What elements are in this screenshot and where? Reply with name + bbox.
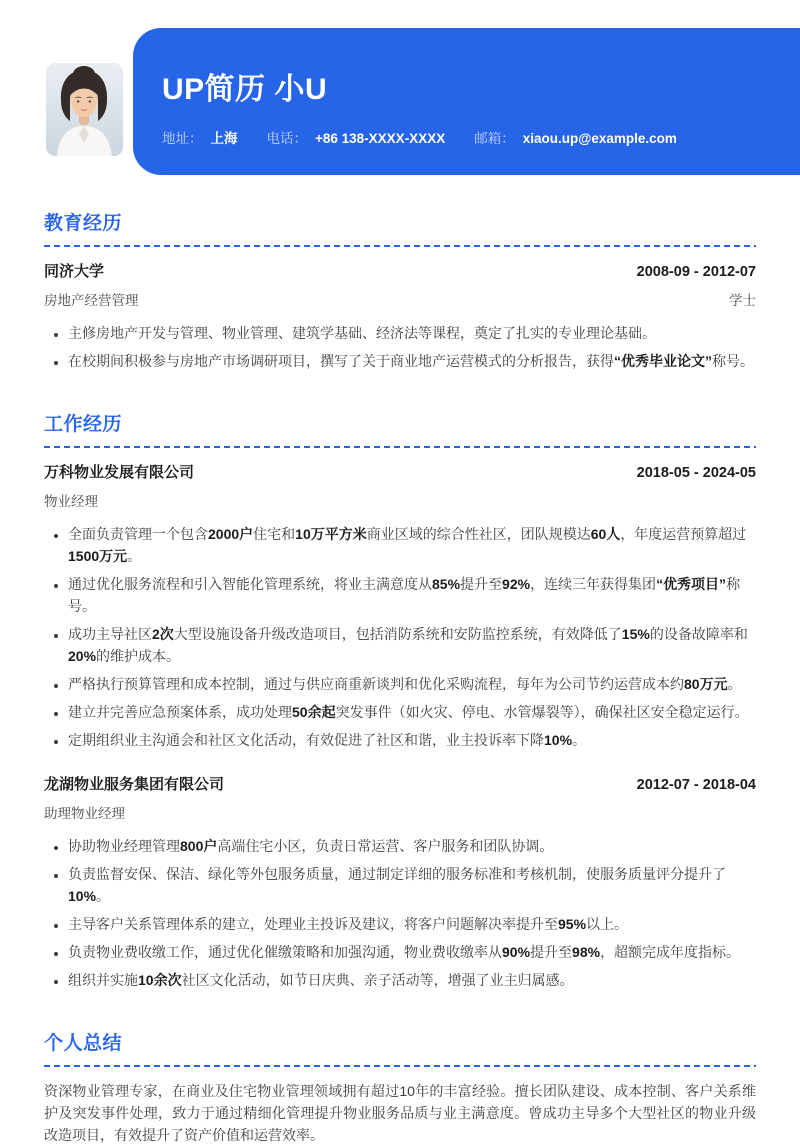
contact-item [267,129,446,148]
summary-paragraph: 资深物业管理专家，在商业及住宅物业管理领域拥有超过10年的丰富经验。擅长团队建设、成本控制、客户关系维护及突发事件处理，致力于通过精细化管理提升物业服务品质与业主满意度。曾成功主导多个大型社区的物业升级改造项目，有效提升了资产价值和运营效率。 [44,1083,756,1143]
bullet-item: • 在校期间积极参与房地产市场调研项目，撰写了关于商业地产运营模式的分析报告，获得“优秀毕业论文”称号。 [68,350,756,372]
contact-label: 电话： [266,131,307,146]
entry-head [44,260,756,281]
section-body [44,260,756,372]
section-divider [44,245,756,247]
bullet-item: • 通过优化服务流程和引入智能化管理系统，将业主满意度从85%提升至92%，连续三年获得集团“优秀项目”称号。 [68,573,756,617]
entry-degree: 学士 [729,293,756,308]
bullet-item: • 主修房地产开发与管理、物业管理、建筑学基础、经济法等课程，奠定了扎实的专业理论基础。 [68,322,756,344]
section-title: 个人总结 [44,1033,123,1054]
resume-section [44,211,756,372]
bullet-list [44,835,756,991]
section-body [44,1080,756,1146]
resume-body [0,211,800,1146]
section-title: 教育经历 [44,213,123,234]
entry-org: 龙湖物业服务集团有限公司 [44,776,225,793]
bullet-item: • 负责监督安保、保洁、绿化等外包服务质量，通过制定详细的服务标准和考核机制，使服务质量评分提升了10%。 [68,863,756,907]
contact-value: 上海 [210,131,238,146]
section-body [44,461,756,991]
portrait-illustration [46,63,123,156]
resume-section [44,412,756,991]
bullet-item: • 建立并完善应急预案体系，成功处理50余起突发事件（如火灾、停电、水管爆裂等），确保社区安全稳定运行。 [68,701,756,723]
bullet-item: • 定期组织业主沟通会和社区文化活动，有效促进了社区和谐，业主投诉率下降10%。 [68,729,756,751]
section-divider [44,1065,756,1067]
entry-date: 2008-09 - 2012-07 [636,264,756,280]
entry-org: 同济大学 [44,263,105,280]
entry-head [44,773,756,794]
bullet-item: • 严格执行预算管理和成本控制，通过与供应商重新谈判和优化采购流程，每年为公司节约运营成本约80万元。 [68,673,756,695]
bullet-item: • 协助物业经理管理800户高端住宅小区，负责日常运营、客户服务和团队协调。 [68,835,756,857]
contact-label: 邮箱： [474,131,515,146]
entry-date: 2018-05 - 2024-05 [636,465,756,481]
entry-head [44,461,756,482]
entry-sub [44,490,756,510]
bullet-list [44,322,756,372]
entry-org: 万科物业发展有限公司 [44,464,195,481]
experience-entry [44,260,756,372]
entry-sub [44,289,756,309]
entry-role: 助理物业经理 [44,806,125,821]
resume-header [0,0,800,175]
contact-label: 地址： [162,131,203,146]
section-title: 工作经历 [44,414,123,435]
bullet-item: • 负责物业费收缴工作，通过优化催缴策略和加强沟通，物业费收缴率从90%提升至98%，超额完成年度指标。 [68,941,756,963]
entry-date: 2012-07 - 2018-04 [636,777,756,793]
experience-entry [44,461,756,751]
sections-container [44,211,756,1146]
contact-item [474,129,677,148]
bullet-item: • 组织并实施10余次社区文化活动，如节日庆典、亲子活动等，增强了业主归属感。 [68,969,756,991]
person-name: UP简历 小U [162,73,328,106]
entry-sub [44,802,756,822]
bullet-list [44,523,756,751]
section-divider [44,446,756,448]
contact-value: xiaou.up@example.com [522,131,677,146]
bullet-item: • 成功主导社区2次大型设施设备升级改造项目，包括消防系统和安防监控系统，有效降低了15%的设备故障率和20%的维护成本。 [68,623,756,667]
experience-entry [44,773,756,991]
contact-value: +86 138-XXXX-XXXX [315,131,446,146]
entry-role: 物业经理 [44,494,98,509]
header-content [162,28,776,175]
bullet-item: • 主导客户关系管理体系的建立，处理业主投诉及建议，将客户问题解决率提升至95%以上。 [68,913,756,935]
contact-row [162,129,776,148]
entry-role: 房地产经营管理 [44,293,139,308]
bullet-item: • 全面负责管理一个包含2000户住宅和10万平方米商业区域的综合性社区，团队规模达60人，年度运营预算超过1500万元。 [68,523,756,567]
resume-section [44,1031,756,1146]
profile-photo [46,63,123,156]
contact-item [162,129,238,148]
